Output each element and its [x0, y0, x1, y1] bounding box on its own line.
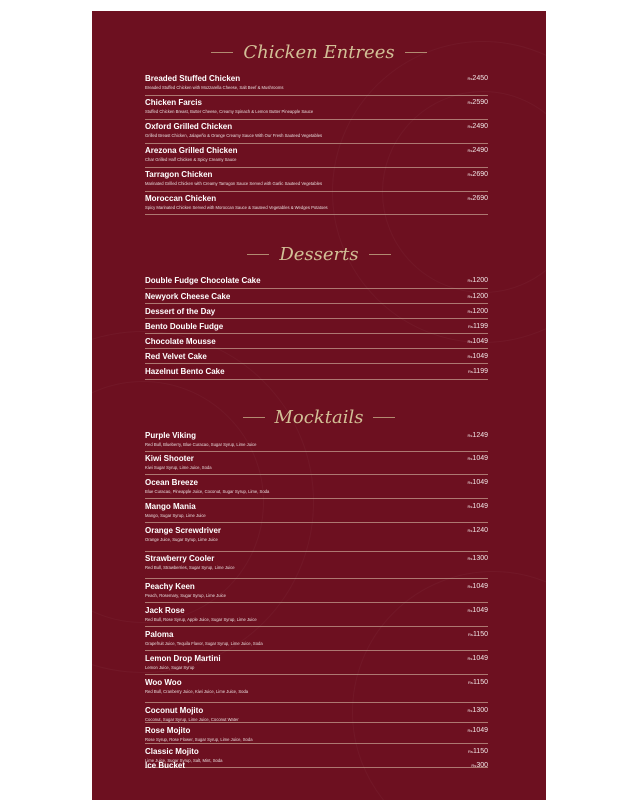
item-name: Woo Woo: [145, 678, 182, 687]
menu-item: [145, 526, 488, 552]
currency-label: Rs: [468, 680, 473, 685]
item-price: [468, 631, 488, 638]
price-value: 1049: [472, 655, 488, 662]
item-name: Peachy Keen: [145, 582, 195, 591]
price-value: 1049: [472, 607, 488, 614]
price-value: 1049: [472, 727, 488, 734]
price-value: 2690: [472, 171, 488, 178]
item-price: [468, 455, 488, 462]
item-description: Red Bull, Rose Syrup, Apple Juice, Sugar Syrup, Lime Juice: [145, 617, 257, 622]
item-name: Red Velvet Cake: [145, 352, 207, 361]
menu-item: [145, 726, 488, 744]
item-price: [468, 99, 488, 106]
item-price: [468, 277, 488, 284]
menu-item: [145, 122, 488, 144]
section-title-text: Chicken Entrees: [243, 41, 395, 63]
item-price: [468, 195, 488, 202]
currency-label: Rs: [467, 556, 473, 561]
menu-item: [145, 502, 488, 523]
item-price: [468, 368, 488, 375]
item-name: Breaded Stuffed Chicken: [145, 74, 241, 83]
item-description: Kiwi Sugar Syrup, Lime Juice, Soda: [145, 465, 212, 470]
item-price: [468, 171, 488, 178]
item-price: [468, 308, 488, 315]
price-value: 1249: [472, 432, 488, 439]
item-price: [468, 293, 488, 300]
item-name: Paloma: [145, 630, 174, 639]
menu-item: [145, 292, 488, 304]
item-name: Chicken Farcis: [145, 98, 202, 107]
item-price: [468, 123, 488, 130]
currency-label: Rs: [468, 749, 473, 754]
item-name: Kiwi Shooter: [145, 454, 194, 463]
item-name: Moroccan Chicken: [145, 194, 217, 203]
currency-label: Rs: [467, 278, 473, 283]
currency-label: Rs: [467, 339, 473, 344]
currency-label: Rs: [467, 294, 473, 299]
item-price: [468, 748, 488, 755]
price-value: 1049: [472, 353, 488, 360]
menu-item: [145, 367, 488, 380]
menu-item: [145, 337, 488, 349]
item-price: [468, 727, 488, 734]
item-name: Oxford Grilled Chicken: [145, 122, 233, 131]
item-description: Char Grilled Half Chicken & Spicy Creamy Sauce: [145, 157, 237, 162]
item-name: Ice Bucket: [145, 761, 186, 770]
item-description: Lime Juice, Sugar Syrup, Salt, Mint, Soda: [145, 758, 223, 763]
menu-item: [145, 431, 488, 452]
item-description: Spicy Marinated Chicken Served with Moroccan Sauce & Sauteed Vegetables & Wedges Potatoes: [145, 205, 328, 210]
section-title-chicken-entrees: [92, 41, 546, 63]
item-price: [468, 679, 488, 686]
item-name: Dessert of the Day: [145, 307, 216, 316]
menu-item: [145, 74, 488, 96]
currency-label: Rs: [467, 100, 473, 105]
item-description: Grilled Breast Chicken, Jalapeño & Orange Creamy Sauce With Our Fresh Sauteed Vegetables: [145, 133, 323, 138]
price-value: 1200: [472, 277, 488, 284]
item-price: [468, 323, 488, 330]
currency-label: Rs: [467, 656, 473, 661]
title-rule-left: [211, 52, 233, 53]
price-value: 2450: [472, 75, 488, 82]
menu-item: [145, 654, 488, 675]
menu-item: [145, 606, 488, 627]
item-description: Grapefruit Juice, Tequila Flavor, Sugar Syrup, Lime Juice, Soda: [145, 641, 263, 646]
price-value: 1199: [472, 368, 488, 375]
menu-item: [145, 582, 488, 603]
price-value: 1150: [472, 748, 488, 755]
menu-page: [92, 11, 546, 800]
item-price: [468, 655, 488, 662]
currency-label: Rs: [468, 632, 473, 637]
menu-item: [145, 322, 488, 334]
currency-label: Rs: [467, 124, 473, 129]
currency-label: Rs: [467, 504, 473, 509]
item-name: Strawberry Cooler: [145, 554, 215, 563]
item-price: [468, 555, 488, 562]
price-value: 2590: [472, 99, 488, 106]
menu-item: [145, 454, 488, 475]
item-description: Blue Curacao, Pineapple Juice, Coconut, Sugar Syrup, Lime, Soda: [145, 489, 270, 494]
currency-label: Rs: [467, 76, 473, 81]
price-value: 2490: [472, 123, 488, 130]
price-value: 2490: [472, 147, 488, 154]
currency-label: Rs: [468, 324, 473, 329]
item-name: Orange Screwdriver: [145, 526, 222, 535]
price-value: 1049: [472, 583, 488, 590]
price-value: 1240: [472, 527, 488, 534]
item-price: [468, 479, 488, 486]
currency-label: Rs: [468, 369, 473, 374]
item-price: [468, 432, 488, 439]
item-name: Ocean Breeze: [145, 478, 198, 487]
item-name: Rose Mojito: [145, 726, 191, 735]
menu-item: [145, 194, 488, 215]
item-description: Red Bull, Blueberry, Blue Curacao, Sugar Syrup, Lime Juice: [145, 442, 257, 447]
price-value: 1300: [472, 555, 488, 562]
menu-item: [145, 146, 488, 168]
currency-label: Rs: [467, 433, 473, 438]
price-value: 1049: [472, 503, 488, 510]
section-title-desserts: [92, 243, 546, 265]
item-name: Tarragon Chicken: [145, 170, 213, 179]
item-price: [468, 707, 488, 714]
item-name: Lemon Drop Martini: [145, 654, 221, 663]
currency-label: Rs: [467, 309, 473, 314]
currency-label: Rs: [467, 584, 473, 589]
currency-label: Rs: [467, 456, 473, 461]
menu-item: [145, 554, 488, 579]
price-value: 1049: [472, 455, 488, 462]
section-title-text: Mocktails: [274, 406, 364, 428]
price-value: 1150: [472, 631, 488, 638]
price-value: 1150: [472, 679, 488, 686]
currency-label: Rs: [467, 708, 473, 713]
menu-item: [145, 630, 488, 651]
menu-item: [145, 761, 488, 775]
currency-label: Rs: [467, 480, 473, 485]
item-name: Bento Double Fudge: [145, 322, 224, 331]
price-value: 1049: [472, 479, 488, 486]
item-name: Double Fudge Chocolate Cake: [145, 276, 261, 285]
title-rule-left: [247, 254, 269, 255]
currency-label: Rs: [467, 196, 473, 201]
item-name: Classic Mojito: [145, 747, 199, 756]
price-value: 1200: [472, 293, 488, 300]
price-value: 300: [476, 762, 488, 769]
item-description: Red Bull, Cranberry Juice, Kiwi Juice, Lime Juice, Soda: [145, 689, 249, 694]
menu-item: [145, 307, 488, 319]
price-value: 1199: [472, 323, 488, 330]
menu-item: [145, 352, 488, 364]
price-value: 2690: [472, 195, 488, 202]
item-price: [468, 147, 488, 154]
currency-label: Rs: [467, 172, 473, 177]
item-description: Red Bull, Strawberries, Sugar Syrup, Lime Juice: [145, 565, 235, 570]
section-title-text: Desserts: [279, 243, 359, 265]
price-value: 1300: [472, 707, 488, 714]
item-description: Peach, Rosemary, Sugar Syrup, Lime Juice: [145, 593, 226, 598]
item-name: Hazelnut Bento Cake: [145, 367, 225, 376]
menu-item: [145, 478, 488, 499]
title-rule-right: [373, 417, 395, 418]
item-description: Rose Syrup, Rose Flower, Sugar Syrup, Lime Juice, Soda: [145, 737, 253, 742]
item-description: Lemon Juice, Sugar Syrup: [145, 665, 195, 670]
item-description: Stuffed Chicken Breast, Butter Cheese, Creamy Spinach & Lemon Butter Pineapple Sauce: [145, 109, 314, 114]
item-price: [468, 353, 488, 360]
menu-item: [145, 678, 488, 703]
item-description: Coconut, Sugar Syrup, Lime Juice, Coconut Water: [145, 717, 239, 722]
item-name: Coconut Mojito: [145, 706, 204, 715]
menu-item: [145, 170, 488, 192]
item-description: Marinated Grilled Chicken with Creamy Tarragon Sauce Served with Garlic Sauteed Vegetables: [145, 181, 323, 186]
currency-label: Rs: [467, 528, 473, 533]
item-description: Orange Juice, Sugar Syrup, Lime Juice: [145, 537, 218, 542]
item-price: [468, 503, 488, 510]
title-rule-right: [405, 52, 427, 53]
price-value: 1200: [472, 308, 488, 315]
menu-item: [145, 98, 488, 120]
item-price: [468, 75, 488, 82]
item-name: Newyork Cheese Cake: [145, 292, 231, 301]
item-price: [471, 762, 488, 769]
currency-label: Rs: [467, 608, 473, 613]
item-name: Chocolate Mousse: [145, 337, 216, 346]
item-price: [468, 527, 488, 534]
item-price: [468, 338, 488, 345]
item-price: [468, 583, 488, 590]
item-price: [468, 607, 488, 614]
currency-label: Rs: [467, 354, 473, 359]
section-title-mocktails: [92, 406, 546, 428]
title-rule-right: [369, 254, 391, 255]
item-name: Purple Viking: [145, 431, 196, 440]
currency-label: Rs: [467, 728, 473, 733]
menu-item: [145, 706, 488, 723]
item-name: Arezona Grilled Chicken: [145, 146, 238, 155]
title-rule-left: [243, 417, 265, 418]
price-value: 1049: [472, 338, 488, 345]
item-description: Breaded Stuffed Chicken with Mozzarella Cheese, Salt Beef & Mushrooms: [145, 85, 284, 90]
currency-label: Rs: [471, 763, 477, 768]
currency-label: Rs: [467, 148, 473, 153]
menu-item: [145, 276, 488, 289]
item-name: Mango Mania: [145, 502, 196, 511]
item-name: Jack Rose: [145, 606, 185, 615]
item-description: Mango, Sugar Syrup, Lime Juice: [145, 513, 206, 518]
